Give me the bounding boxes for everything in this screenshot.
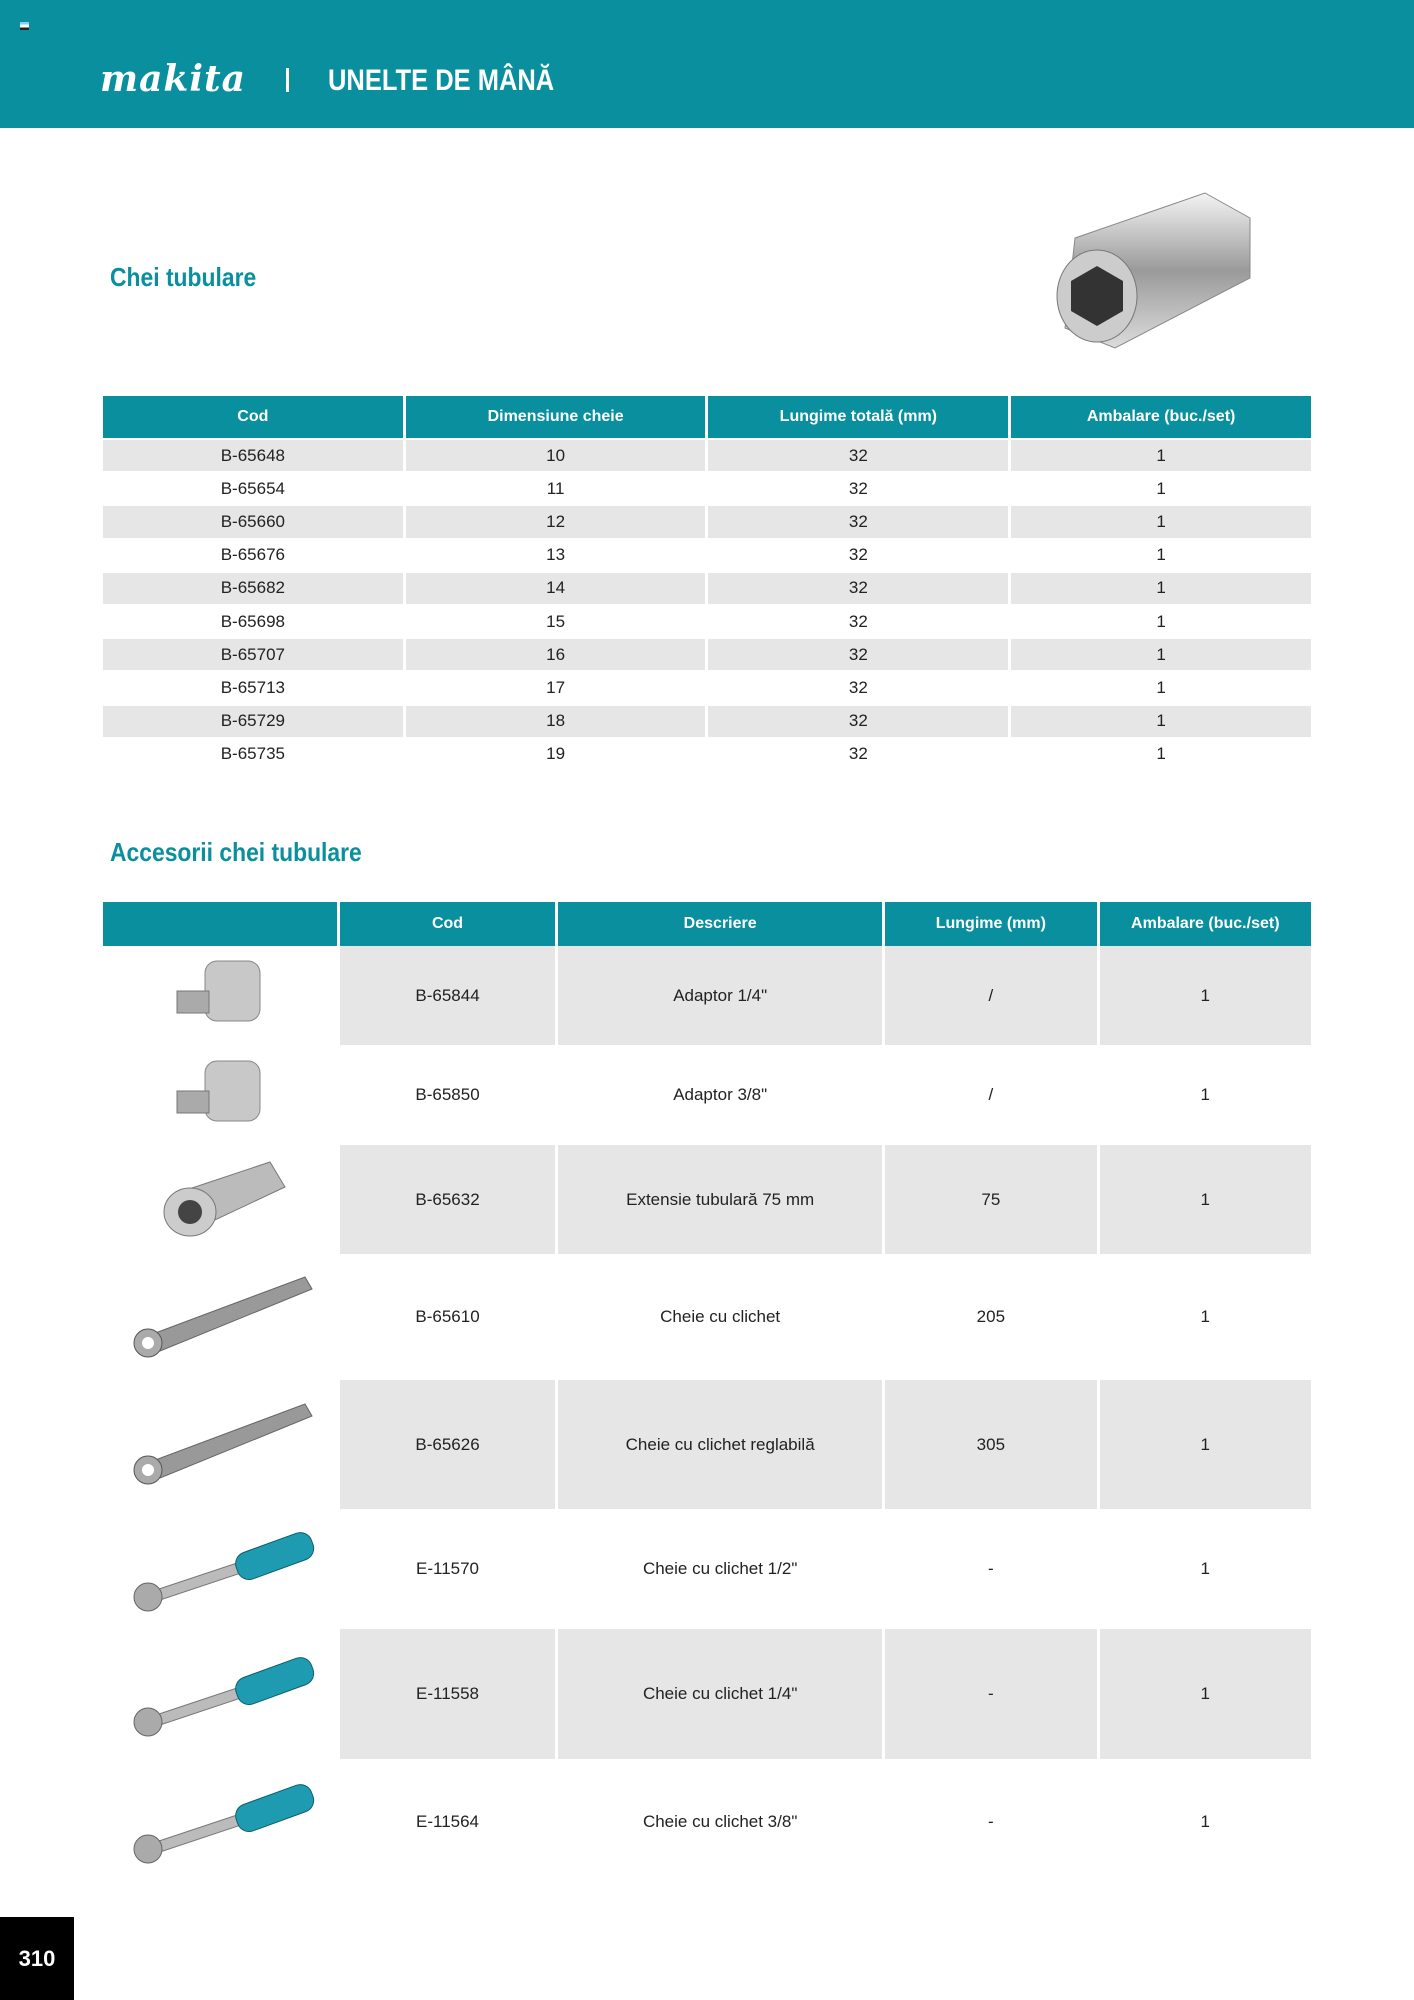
- flag-icon: [20, 22, 29, 30]
- table-cell: B-65682: [103, 571, 403, 604]
- table-cell: Extensie tubulară 75 mm: [558, 1145, 882, 1254]
- table-row: [103, 604, 1311, 637]
- table-row: [103, 670, 1311, 703]
- column-header: Cod: [340, 900, 555, 946]
- column-header: Ambalare (buc./set): [1100, 900, 1311, 946]
- table-cell: 32: [708, 604, 1008, 637]
- table-cell: 17: [406, 670, 706, 703]
- table-cell: B-65844: [340, 946, 555, 1045]
- table-cell: 11: [406, 471, 706, 504]
- table-cell: 18: [406, 704, 706, 737]
- table-cell: Cheie cu clichet 1/2": [642, 1559, 798, 1578]
- table-row: [103, 1045, 1311, 1145]
- makita-logo: makita: [100, 58, 246, 100]
- page-header: [0, 0, 1414, 128]
- table-cell: Cheie cu clichet 3/8": [642, 1811, 798, 1831]
- table-row: [103, 471, 1311, 504]
- table-cell: B-65850: [415, 1085, 480, 1104]
- table-cell: 13: [406, 538, 706, 571]
- accessories-table: [100, 900, 1314, 1884]
- table-cell: 10: [406, 438, 706, 471]
- table-cell: E-11564: [416, 1811, 480, 1831]
- product-image-cell: [103, 1254, 337, 1380]
- table-cell: /: [885, 946, 1096, 1045]
- product-image-cell: [103, 1145, 337, 1254]
- table-row: [103, 946, 1311, 1045]
- column-header: Lungime totală (mm): [708, 394, 1008, 438]
- table-row: [103, 737, 1311, 770]
- table-cell: Cheie cu clichet 1/4": [558, 1629, 882, 1759]
- table-cell: B-65654: [103, 471, 403, 504]
- table-row: [103, 571, 1311, 604]
- table-cell: Cheie cu clichet reglabilă: [558, 1380, 882, 1509]
- table-cell: 1: [1200, 1559, 1210, 1578]
- product-image-cell: [103, 1045, 337, 1145]
- ratchet-wrench-icon: [120, 1350, 320, 1369]
- table-cell: 32: [708, 670, 1008, 703]
- table-cell: 16: [406, 637, 706, 670]
- table-row: [103, 1380, 1311, 1509]
- column-header: Cod: [103, 394, 403, 438]
- header-divider: [286, 68, 289, 92]
- column-header: Ambalare (buc./set): [1011, 394, 1311, 438]
- product-image-cell: [103, 1509, 337, 1629]
- column-header: Lungime (mm): [885, 900, 1096, 946]
- page-number: 310: [0, 1917, 74, 2000]
- table-cell: 1: [1011, 604, 1311, 637]
- adapter-icon: [165, 1018, 275, 1037]
- table-cell: 32: [708, 504, 1008, 537]
- table-cell: 14: [406, 571, 706, 604]
- table-cell: 1: [1200, 1307, 1210, 1326]
- table-cell: 205: [976, 1307, 1006, 1326]
- table-row: [103, 504, 1311, 537]
- extension-icon: [150, 1227, 290, 1246]
- product-image-cell: [103, 1380, 337, 1509]
- table-row: [103, 1629, 1311, 1759]
- table-row: [103, 1254, 1311, 1380]
- table-cell: -: [988, 1559, 994, 1578]
- column-header: [103, 900, 337, 946]
- table-cell: Adaptor 1/4": [558, 946, 882, 1045]
- table-row: [103, 704, 1311, 737]
- section-title-accessories: Accesorii chei tubulare: [110, 837, 362, 867]
- table-cell: 75: [885, 1145, 1096, 1254]
- ratchet-handle-icon: [120, 1727, 320, 1746]
- table-cell: 32: [708, 471, 1008, 504]
- table-cell: 1: [1100, 946, 1311, 1045]
- column-header: Descriere: [558, 900, 882, 946]
- ratchet-handle-icon: [120, 1854, 320, 1873]
- product-image-cell: [103, 946, 337, 1045]
- table-cell: B-65626: [340, 1380, 555, 1509]
- table-cell: 1: [1011, 538, 1311, 571]
- table-cell: Adaptor 3/8": [673, 1085, 768, 1104]
- table-cell: B-65648: [103, 438, 403, 471]
- table-cell: 32: [708, 538, 1008, 571]
- sockets-table: [100, 394, 1314, 770]
- table-cell: 1: [1100, 1145, 1311, 1254]
- table-cell: 1: [1100, 1380, 1311, 1509]
- column-header: Dimensiune cheie: [406, 394, 706, 438]
- table-cell: B-65735: [103, 737, 403, 770]
- product-image-cell: [103, 1759, 337, 1884]
- section-title-sockets: Chei tubulare: [110, 262, 257, 292]
- ratchet-wrench-icon: [120, 1477, 320, 1496]
- table-row: [103, 438, 1311, 471]
- table-cell: 305: [885, 1380, 1096, 1509]
- ratchet-handle-icon: [120, 1602, 320, 1621]
- table-cell: -: [988, 1811, 994, 1831]
- table-cell: 1: [1100, 1629, 1311, 1759]
- table-cell: 32: [708, 571, 1008, 604]
- adapter-icon: [165, 1118, 275, 1137]
- table-cell: 32: [708, 704, 1008, 737]
- table-cell: 1: [1011, 571, 1311, 604]
- table-cell: 12: [406, 504, 706, 537]
- table-cell: E-11558: [340, 1629, 555, 1759]
- table-cell: B-65729: [103, 704, 403, 737]
- table-cell: B-65713: [103, 670, 403, 703]
- table-cell: B-65698: [103, 604, 403, 637]
- socket-product-image: [1035, 188, 1255, 358]
- table-cell: 19: [406, 737, 706, 770]
- table-row: [103, 1509, 1311, 1629]
- table-cell: 32: [708, 737, 1008, 770]
- table-row: [103, 538, 1311, 571]
- table-cell: -: [885, 1629, 1096, 1759]
- table-cell: 15: [406, 604, 706, 637]
- table-cell: 1: [1011, 704, 1311, 737]
- table-cell: 1: [1011, 637, 1311, 670]
- table-cell: B-65660: [103, 504, 403, 537]
- table-cell: Cheie cu clichet: [660, 1307, 781, 1326]
- table-cell: 32: [708, 637, 1008, 670]
- table-row: [103, 1759, 1311, 1884]
- table-cell: 1: [1011, 438, 1311, 471]
- product-image-cell: [103, 1629, 337, 1759]
- table-cell: B-65632: [340, 1145, 555, 1254]
- table-cell: B-65707: [103, 637, 403, 670]
- table-row: [103, 637, 1311, 670]
- table-cell: B-65610: [415, 1307, 480, 1326]
- table-cell: 1: [1200, 1085, 1210, 1104]
- table-cell: 1: [1011, 504, 1311, 537]
- table-cell: E-11570: [416, 1559, 480, 1578]
- table-cell: B-65676: [103, 538, 403, 571]
- table-cell: 1: [1011, 670, 1311, 703]
- table-row: [103, 1145, 1311, 1254]
- page-title: UNELTE DE MÂNĂ: [328, 64, 555, 97]
- table-cell: 1: [1200, 1811, 1210, 1831]
- table-cell: 1: [1011, 737, 1311, 770]
- table-cell: 32: [708, 438, 1008, 471]
- table-cell: 1: [1011, 471, 1311, 504]
- table-cell: /: [988, 1085, 994, 1104]
